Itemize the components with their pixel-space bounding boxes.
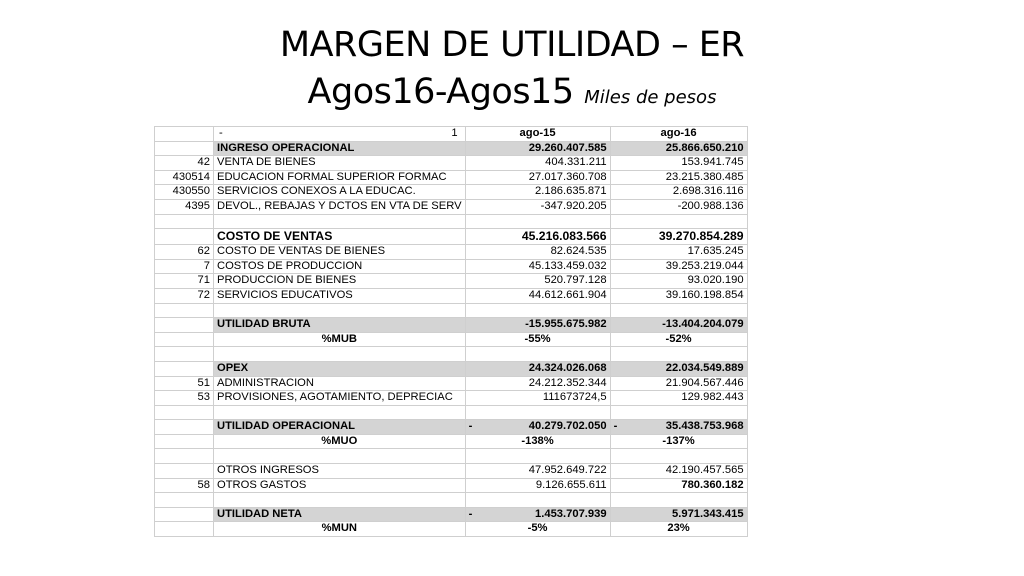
value-text: 520.797.128 [544, 274, 607, 287]
table-row [155, 288, 748, 303]
value-text: 23% [667, 522, 690, 535]
table-row [155, 464, 748, 479]
header-number: 1 [451, 127, 458, 139]
value-ago16-cell [610, 332, 747, 347]
value-text: -137% [662, 434, 695, 447]
value-ago15-cell [465, 156, 610, 171]
value-ago16-cell [610, 361, 747, 376]
table-row [155, 332, 748, 347]
account-label-cell: OTROS GASTOS [214, 478, 466, 493]
value-ago16-cell [610, 405, 747, 420]
value-ago16-cell [610, 434, 747, 449]
table-body [155, 127, 748, 537]
value-ago16-cell [610, 141, 747, 156]
value-ago15-cell [465, 170, 610, 185]
income-statement-table [154, 126, 748, 537]
slide-subtitle [0, 72, 1024, 118]
account-label-cell: DEVOL., REBAJAS Y DCTOS EN VTA DE SERV [214, 199, 466, 214]
value-text: 39.253.219.044 [665, 259, 744, 272]
value-text: 39.160.198.854 [665, 288, 744, 301]
value-ago16-cell [610, 420, 747, 435]
negative-dash: - [468, 507, 473, 520]
value-text: -52% [665, 332, 692, 345]
value-ago15-cell [465, 434, 610, 449]
negative-dash: - [468, 420, 473, 433]
account-code-cell [155, 507, 214, 522]
account-code-cell [155, 493, 214, 508]
value-text: 9.126.655.611 [535, 478, 607, 491]
value-ago15-cell [465, 493, 610, 508]
account-code-cell: 72 [155, 288, 214, 303]
account-label-cell: VENTA DE BIENES [214, 156, 466, 171]
value-ago15-cell [465, 464, 610, 479]
value-ago15-cell [465, 199, 610, 214]
table-row [155, 420, 748, 435]
value-ago15-cell [465, 214, 610, 229]
table-row [155, 303, 748, 318]
value-ago16-cell [610, 522, 747, 537]
table-row [155, 478, 748, 493]
header-col-ago16: ago-16 [610, 127, 747, 142]
value-ago15-cell [465, 478, 610, 493]
account-label-cell [214, 303, 466, 318]
value-ago16-cell [610, 274, 747, 289]
table-row [155, 199, 748, 214]
account-code-cell [155, 361, 214, 376]
value-text: 23.215.380.485 [665, 170, 744, 183]
table-row [155, 318, 748, 333]
value-text: 39.270.854.289 [658, 229, 744, 244]
value-ago15-cell [465, 318, 610, 333]
table-row [155, 229, 748, 245]
value-text: 21.904.567.446 [665, 376, 744, 389]
value-ago15-cell [465, 245, 610, 260]
account-code-cell [155, 347, 214, 362]
value-ago16-cell [610, 464, 747, 479]
table-row [155, 259, 748, 274]
account-label-cell: SERVICIOS CONEXOS A LA EDUCAC. [214, 185, 466, 200]
value-text: 45.133.459.032 [528, 259, 607, 272]
value-ago16-cell [610, 259, 747, 274]
value-text: 404.331.211 [545, 156, 607, 169]
account-code-cell [155, 229, 214, 245]
account-code-cell [155, 141, 214, 156]
table-row [155, 274, 748, 289]
account-code-cell: 430550 [155, 185, 214, 200]
table-row [155, 185, 748, 200]
value-ago15-cell [465, 420, 610, 435]
value-text: 35.438.753.968 [665, 420, 744, 433]
table-row [155, 156, 748, 171]
value-text: -13.404.204.079 [662, 318, 744, 331]
table-row [155, 522, 748, 537]
value-text: -15.955.675.982 [525, 318, 607, 331]
value-text: 22.034.549.889 [665, 361, 744, 374]
header-dash: - [219, 127, 223, 139]
slide-title: MARGEN DE UTILIDAD – ER [279, 25, 745, 65]
value-text: 24.212.352.344 [528, 376, 607, 389]
value-text: 27.017.360.708 [528, 170, 607, 183]
account-label-cell: EDUCACION FORMAL SUPERIOR FORMAC [214, 170, 466, 185]
account-label-cell [214, 405, 466, 420]
account-label-cell: COSTO DE VENTAS DE BIENES [214, 245, 466, 260]
value-ago15-cell [465, 259, 610, 274]
account-label-cell: PRODUCCION DE BIENES [214, 274, 466, 289]
table-row [155, 141, 748, 156]
account-code-cell: 71 [155, 274, 214, 289]
value-ago16-cell [610, 156, 747, 171]
account-code-cell: 42 [155, 156, 214, 171]
account-code-cell [155, 405, 214, 420]
account-code-cell [155, 303, 214, 318]
value-text: -138% [521, 434, 554, 447]
account-label-cell: ADMINISTRACION [214, 376, 466, 391]
value-ago15-cell [465, 303, 610, 318]
value-text: 153.941.745 [681, 156, 744, 169]
value-ago16-cell [610, 229, 747, 245]
table-row [155, 493, 748, 508]
account-label-cell: SERVICIOS EDUCATIVOS [214, 288, 466, 303]
account-code-cell [155, 318, 214, 333]
header-label-cell [214, 127, 466, 142]
value-text: 129.982.443 [681, 391, 744, 404]
value-ago16-cell [610, 391, 747, 406]
account-code-cell [155, 332, 214, 347]
account-code-cell [155, 464, 214, 479]
value-ago15-cell [465, 405, 610, 420]
value-ago16-cell [610, 288, 747, 303]
value-ago15-cell [465, 229, 610, 245]
account-code-cell: 53 [155, 391, 214, 406]
table-row [155, 361, 748, 376]
account-label-cell: OTROS INGRESOS [214, 464, 466, 479]
account-label-cell: UTILIDAD BRUTA [214, 318, 466, 333]
account-code-cell: 58 [155, 478, 214, 493]
value-ago16-cell [610, 493, 747, 508]
table-row [155, 376, 748, 391]
table-row [155, 170, 748, 185]
table-row [155, 347, 748, 362]
value-text: 5.971.343.415 [672, 507, 744, 520]
table-row [155, 449, 748, 464]
account-code-cell [155, 522, 214, 537]
value-ago15-cell [465, 288, 610, 303]
value-ago15-cell [465, 391, 610, 406]
value-ago15-cell [465, 361, 610, 376]
value-text: -5% [527, 522, 548, 535]
value-ago16-cell [610, 185, 747, 200]
account-code-cell: 51 [155, 376, 214, 391]
account-label-cell: %MUN [214, 522, 466, 537]
value-text: 93.020.190 [687, 274, 744, 287]
account-label-cell: %MUO [214, 434, 466, 449]
value-ago15-cell [465, 347, 610, 362]
value-ago16-cell [610, 214, 747, 229]
value-text: 780.360.182 [681, 478, 744, 491]
value-ago15-cell [465, 141, 610, 156]
value-text: 111673724,5 [542, 391, 607, 404]
value-ago15-cell [465, 376, 610, 391]
value-ago16-cell [610, 199, 747, 214]
header-code-cell [155, 127, 214, 142]
table-row [155, 214, 748, 229]
value-text: 45.216.083.566 [521, 229, 607, 244]
value-text: 17.635.245 [687, 245, 744, 258]
account-code-cell [155, 420, 214, 435]
value-ago16-cell [610, 170, 747, 185]
value-text: -347.920.205 [540, 199, 607, 212]
value-ago15-cell [465, 185, 610, 200]
value-text: 24.324.026.068 [528, 361, 607, 374]
value-text: 1.453.707.939 [535, 507, 607, 520]
account-label-cell [214, 493, 466, 508]
value-text: 29.260.407.585 [528, 141, 607, 154]
value-ago16-cell [610, 449, 747, 464]
table-row [155, 405, 748, 420]
account-code-cell: 7 [155, 259, 214, 274]
value-text: 44.612.661.904 [528, 288, 607, 301]
value-ago16-cell [610, 376, 747, 391]
account-code-cell: 62 [155, 245, 214, 260]
account-label-cell: COSTOS DE PRODUCCION [214, 259, 466, 274]
account-label-cell [214, 347, 466, 362]
value-text: -200.988.136 [677, 199, 744, 212]
value-ago16-cell [610, 507, 747, 522]
account-label-cell [214, 214, 466, 229]
period-label: Agos16-Agos15 [307, 72, 574, 112]
account-label-cell: PROVISIONES, AGOTAMIENTO, DEPRECIAC [214, 391, 466, 406]
value-ago15-cell [465, 449, 610, 464]
account-label-cell: UTILIDAD NETA [214, 507, 466, 522]
table-row [155, 434, 748, 449]
value-ago16-cell [610, 478, 747, 493]
account-label-cell [214, 449, 466, 464]
value-ago16-cell [610, 318, 747, 333]
account-label-cell: INGRESO OPERACIONAL [214, 141, 466, 156]
value-ago15-cell [465, 507, 610, 522]
account-label-cell: UTILIDAD OPERACIONAL [214, 420, 466, 435]
value-ago16-cell [610, 347, 747, 362]
account-label-cell: %MUB [214, 332, 466, 347]
value-text: 40.279.702.050 [528, 420, 607, 433]
value-ago15-cell [465, 522, 610, 537]
value-ago15-cell [465, 332, 610, 347]
value-text: 25.866.650.210 [665, 141, 744, 154]
negative-dash: - [613, 420, 618, 433]
value-ago16-cell [610, 245, 747, 260]
account-code-cell [155, 449, 214, 464]
table-row [155, 245, 748, 260]
value-text: 47.952.649.722 [528, 464, 607, 477]
account-code-cell: 430514 [155, 170, 214, 185]
table-row [155, 507, 748, 522]
value-text: -55% [524, 332, 551, 345]
header-col-ago15: ago-15 [465, 127, 610, 142]
table-header-row [155, 127, 748, 142]
account-code-cell [155, 434, 214, 449]
units-label: Miles de pesos [584, 87, 717, 108]
value-ago16-cell [610, 303, 747, 318]
account-code-cell [155, 214, 214, 229]
table-row [155, 391, 748, 406]
account-code-cell: 4395 [155, 199, 214, 214]
value-text: 82.624.535 [550, 245, 607, 258]
value-ago15-cell [465, 274, 610, 289]
value-text: 2.186.635.871 [535, 185, 607, 198]
value-text: 42.190.457.565 [665, 464, 744, 477]
account-label-cell: COSTO DE VENTAS [214, 229, 466, 245]
account-label-cell: OPEX [214, 361, 466, 376]
value-text: 2.698.316.116 [672, 185, 744, 198]
